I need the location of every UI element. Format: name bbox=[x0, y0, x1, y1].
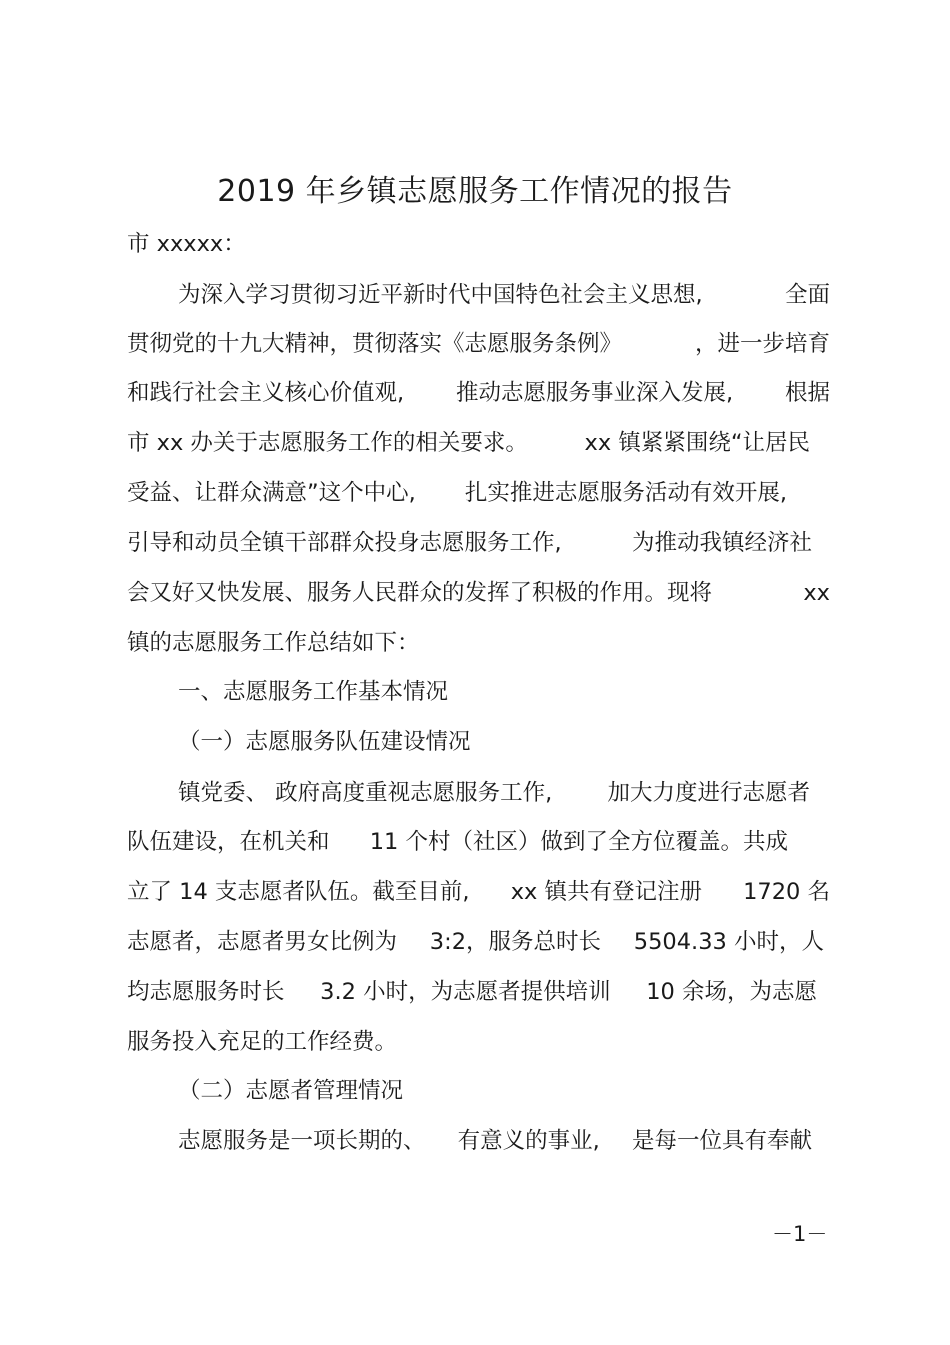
text-segment: 5504.33 小时，人 bbox=[633, 929, 824, 955]
text-segment: 引导和动员全镇干部群众投身志愿服务工作, bbox=[127, 530, 562, 556]
text-segment: 为深入学习贯彻习近平新时代中国特色社会主义思想, bbox=[178, 282, 703, 308]
section-1-heading: 一、志愿服务工作基本情况 bbox=[178, 679, 449, 705]
text-segment: 为推动我镇经济社 bbox=[631, 530, 812, 556]
text-segment: xx bbox=[803, 580, 830, 606]
text-segment: xx 镇共有登记注册 bbox=[510, 879, 702, 905]
paragraph-2-line-2 bbox=[127, 826, 788, 858]
paragraph-2-line-1 bbox=[178, 777, 810, 809]
text-segment: 和践行社会主义核心价值观, bbox=[127, 380, 405, 406]
text-segment: 市 xx 办关于志愿服务工作的相关要求。 bbox=[127, 430, 528, 456]
paragraph-1-line-7 bbox=[127, 577, 830, 609]
paragraph-1-line-6 bbox=[127, 527, 812, 559]
text-segment: 志愿者，志愿者男女比例为 bbox=[127, 929, 398, 955]
text-segment: xx 镇紧紧围绕“让居民 bbox=[584, 430, 810, 456]
text-segment: 1720 名 bbox=[743, 879, 830, 905]
text-segment: 立了 14 支志愿者队伍。截至目前, bbox=[127, 879, 470, 905]
subsection-2-heading: （二）志愿者管理情况 bbox=[178, 1078, 404, 1104]
subsection-1-heading: （一）志愿服务队伍建设情况 bbox=[178, 729, 471, 755]
paragraph-1-line-3 bbox=[127, 377, 830, 409]
paragraph-2-line-5 bbox=[127, 976, 817, 1008]
text-segment: 加大力度进行志愿者 bbox=[607, 780, 810, 806]
paragraph-2-line-4 bbox=[127, 926, 824, 958]
text-segment: 11 个村（社区）做到了全方位覆盖。共成 bbox=[369, 829, 788, 855]
paragraph-2-line-6: 服务投入充足的工作经费。 bbox=[127, 1029, 398, 1055]
paragraph-1-line-8: 镇的志愿服务工作总结如下： bbox=[127, 630, 420, 656]
paragraph-1-line-4 bbox=[127, 427, 810, 459]
paragraph-1-line-1 bbox=[178, 279, 830, 311]
text-segment: 根据 bbox=[784, 380, 830, 406]
text-segment: 是每一位具有奉献 bbox=[631, 1128, 812, 1154]
text-segment: 3:2，服务总时长 bbox=[429, 929, 602, 955]
text-segment: ，进一步培育 bbox=[694, 331, 830, 357]
text-segment: 均志愿服务时长 bbox=[127, 979, 285, 1005]
paragraph-1-line-5 bbox=[127, 477, 787, 509]
text-segment: 受益、让群众满意”这个中心, bbox=[127, 480, 416, 506]
text-segment: 推动志愿服务事业深入发展, bbox=[455, 380, 734, 406]
paragraph-3-line-1 bbox=[178, 1125, 812, 1157]
text-segment: 镇党委、 政府高度重视志愿服务工作, bbox=[178, 780, 553, 806]
text-segment: 3.2 小时，为志愿者提供培训 bbox=[320, 979, 611, 1005]
text-segment: 扎实推进志愿服务活动有效开展, bbox=[464, 480, 787, 506]
text-segment: 队伍建设，在机关和 bbox=[127, 829, 330, 855]
text-segment: 10 余场，为志愿 bbox=[646, 979, 817, 1005]
paragraph-1-line-2 bbox=[127, 328, 830, 360]
page-number: －1－ bbox=[772, 1222, 828, 1246]
document-title: 2019 年乡镇志愿服务工作情况的报告 bbox=[217, 174, 733, 209]
text-segment: 有意义的事业, bbox=[457, 1128, 600, 1154]
text-segment: 志愿服务是一项长期的、 bbox=[178, 1128, 426, 1154]
text-segment: 贯彻党的十九大精神，贯彻落实《志愿服务条例》 bbox=[127, 331, 623, 357]
salutation: 市 xxxxx： bbox=[127, 231, 246, 257]
text-segment: 会又好又快发展、服务人民群众的发挥了积极的作用。现将 bbox=[127, 580, 713, 606]
text-segment: 全面 bbox=[784, 282, 830, 308]
paragraph-2-line-3 bbox=[127, 876, 830, 908]
